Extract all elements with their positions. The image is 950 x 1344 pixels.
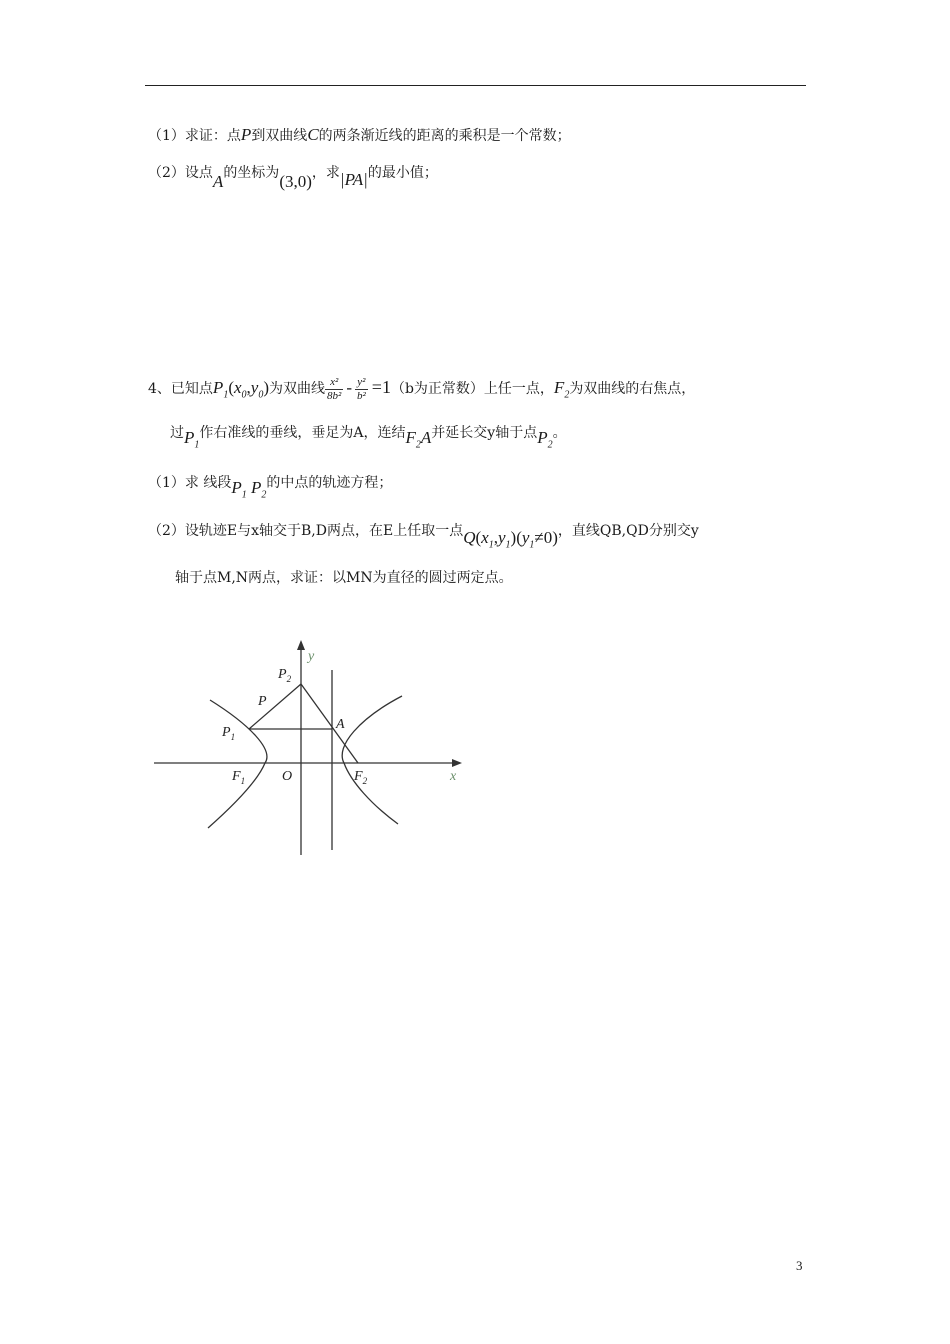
problem-4-sub-2: （2）设轨迹E与x轴交于B,D两点，在E上任取一点$Q(x_1,y_1)(y_1\ne 0)$，直线QB,QD分别交y (148, 523, 699, 551)
fraction-y: $\frac{\text{y²}}{\text{b²}}$ (356, 376, 366, 402)
fraction-x: $\frac{\text{x²}}{\text{8b²}}$ (327, 376, 342, 402)
problem-4-sub-2-line-2: 轴于点M,N两点，求证：以MN为直径的圆过两定点。 (175, 570, 513, 586)
label-f2: $F_2$ (354, 769, 368, 786)
problem-4-line-1: 4、已知点$P_1(x_0,y_0)$为双曲线 $\frac{\text{x²}}{\text{8b²}}$ - $\frac{\text{y²}}{\text{b²}}$ =1（b为正常数）上任一点，$F_2$为双曲线的右焦点， (148, 376, 696, 402)
label-p: P (258, 694, 267, 709)
label-f1: $F_1$ (232, 769, 246, 786)
header-rule (145, 85, 806, 86)
segment-p2-f2 (301, 684, 358, 763)
y-arrow (297, 640, 305, 650)
question-1: （1）求证：点P到双曲线C的两条渐近线的距离的乘积是一个常数； (148, 125, 571, 144)
question-2: （2）设点A的坐标为(3,0)，求|PA|的最小值； (148, 165, 438, 191)
x-arrow (452, 759, 462, 767)
problem-4-sub-1: （1）求 线段$P_1$ $P_2$的中点的轨迹方程； (148, 475, 393, 501)
segment-p1-p2 (249, 684, 301, 729)
right-branch (342, 696, 402, 824)
problem-4-line-2: 过$P_1$作右准线的垂线，垂足为A，连结$F_2A$并延长交y轴于点$P_2$。 (170, 425, 567, 451)
label-y: y (308, 649, 315, 664)
left-branch (208, 700, 267, 828)
label-a: A (336, 717, 345, 732)
label-x: x (450, 769, 457, 784)
hyperbola-figure (150, 640, 470, 860)
page-number: 3 (796, 1258, 803, 1273)
label-p1: $P_1$ (222, 725, 236, 742)
label-p2: $P_2$ (278, 667, 292, 684)
label-o: O (282, 769, 293, 784)
